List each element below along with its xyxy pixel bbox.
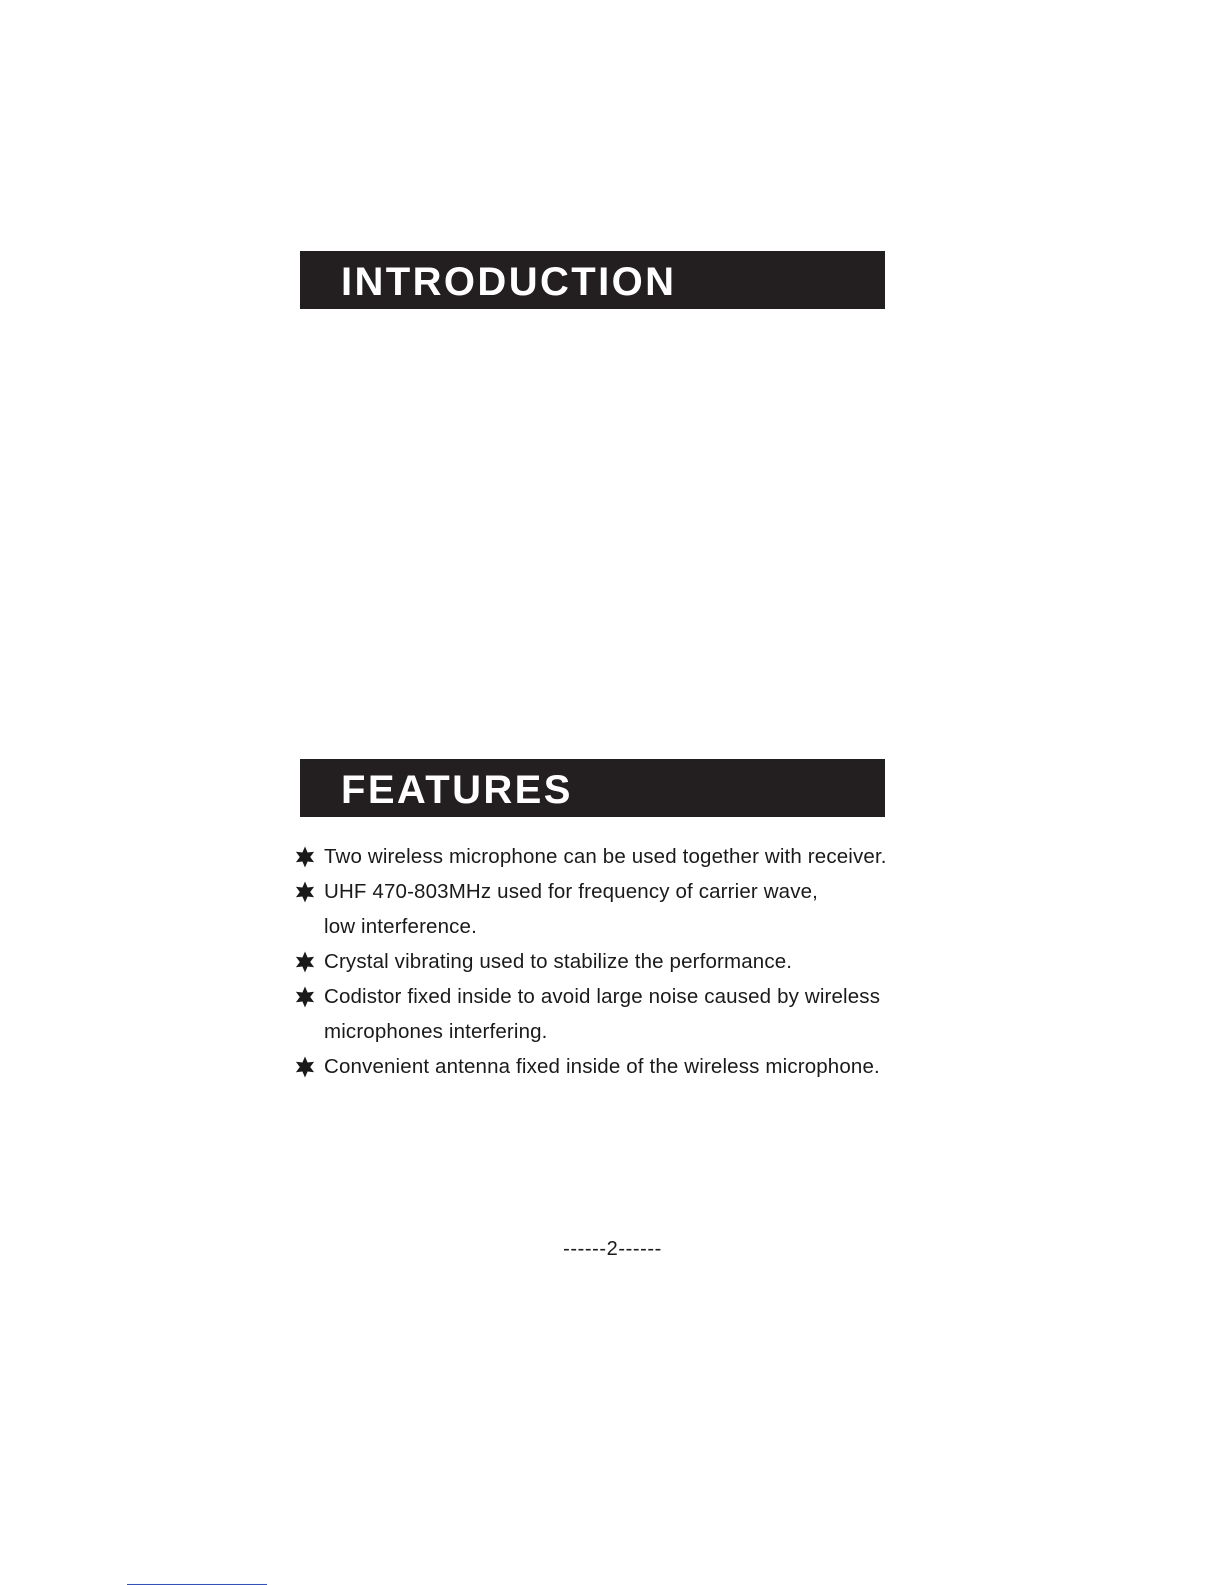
feature-item: [294, 1049, 994, 1084]
features-title: FEATURES: [341, 768, 573, 812]
feature-text-line: microphones interfering.: [324, 1020, 548, 1043]
feature-text-line: Convenient antenna fixed inside of the wireless microphone.: [324, 1055, 880, 1078]
star-burst-icon: [294, 846, 316, 868]
feature-text-line: low interference.: [324, 915, 477, 938]
feature-item: [294, 874, 994, 944]
feature-item: [294, 839, 994, 874]
features-list: [294, 839, 994, 1084]
introduction-title: INTRODUCTION: [341, 260, 677, 304]
page-number: ------2------: [563, 1238, 662, 1260]
feature-item: [294, 944, 994, 979]
feature-text-line: Two wireless microphone can be used together with receiver.: [324, 845, 887, 868]
features-header: [300, 759, 885, 817]
star-burst-icon: [294, 951, 316, 973]
feature-text-line: Codistor fixed inside to avoid large noise caused by wireless: [324, 985, 881, 1008]
introduction-header: [300, 251, 885, 309]
star-burst-icon: [294, 881, 316, 903]
feature-text-line: UHF 470-803MHz used for frequency of carrier wave,: [324, 880, 819, 903]
star-burst-icon: [294, 986, 316, 1008]
feature-item: [294, 979, 994, 1049]
star-burst-icon: [294, 1056, 316, 1078]
feature-text-line: Crystal vibrating used to stabilize the performance.: [324, 950, 793, 973]
